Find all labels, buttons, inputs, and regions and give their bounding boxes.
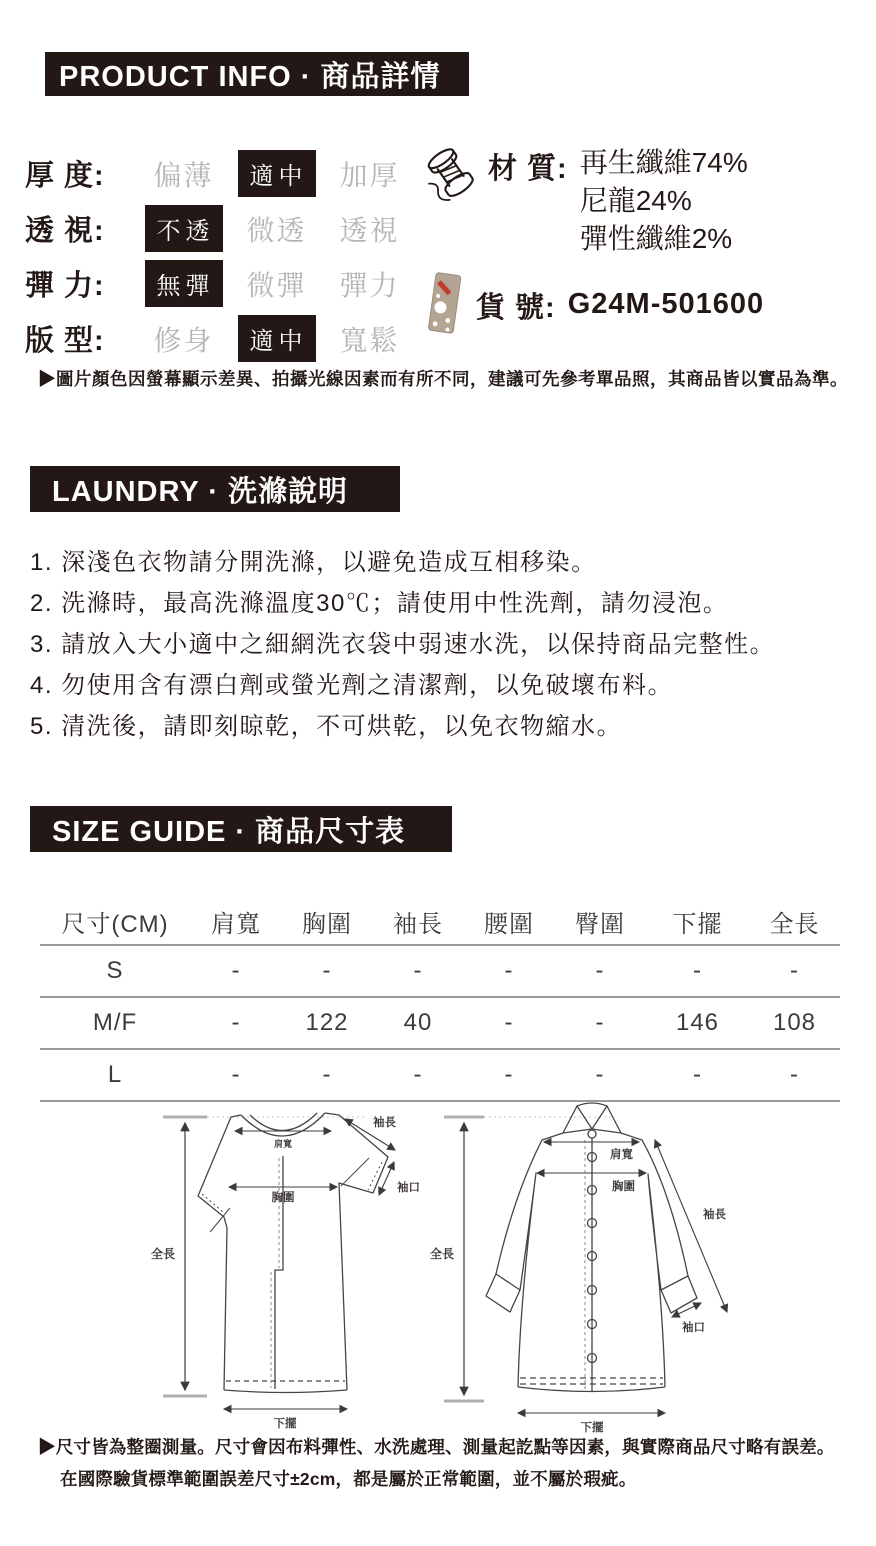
diagram-label-shoulder: 肩寬	[610, 1147, 633, 1161]
attribute-option-label: 適中	[238, 150, 316, 197]
value-cell: 40	[403, 1009, 433, 1036]
attribute-row-thickness	[25, 146, 416, 201]
diagram-label-total-length: 全長	[151, 1247, 176, 1261]
attribute-option-selected	[137, 205, 230, 252]
value-cell: -	[595, 957, 605, 984]
size-cell: M/F	[92, 1009, 138, 1036]
size-table-column-header: 腰圍	[484, 910, 534, 938]
size-table-column-header: 全長	[769, 910, 820, 938]
attribute-option-label: 微透	[246, 214, 307, 246]
attribute-option-selected	[137, 260, 230, 307]
attribute-option-label: 透視	[339, 214, 400, 246]
laundry-instruction-list	[30, 542, 775, 747]
attribute-option-label: 不透	[145, 205, 223, 252]
attribute-option-label: 寬鬆	[339, 324, 400, 356]
product-info-header-text: PRODUCT INFO · 商品詳情	[59, 60, 441, 93]
attribute-option-label: 微彈	[246, 269, 307, 301]
material-line: 尼龍24%	[579, 185, 692, 216]
value-cell: -	[693, 1061, 702, 1088]
size-table-row-s	[40, 946, 840, 996]
value-cell: -	[504, 1009, 514, 1036]
color-disclaimer-note: ▶圖片顏色因螢幕顯示差異、拍攝光線因素而有所不同，建議可先參考單品照，其商品皆以實品為準。	[38, 369, 848, 389]
attribute-option	[323, 319, 416, 359]
size-cell: S	[106, 957, 124, 984]
laundry-instruction: 3. 請放入大小適中之細網洗衣袋中弱速水洗，以保持商品完整性。	[30, 631, 776, 658]
size-table-row-l	[40, 1050, 840, 1100]
diagram-label-cuff: 袖口	[397, 1180, 420, 1194]
attribute-option	[323, 154, 416, 194]
size-table-column-header: 下擺	[672, 910, 723, 938]
size-cell: L	[107, 1061, 123, 1088]
size-table-column-header: 胸圍	[302, 910, 352, 938]
attribute-option-selected	[230, 150, 323, 197]
value-cell: -	[231, 957, 241, 984]
diagram-label-sleeve-length: 袖長	[373, 1115, 396, 1129]
value-cell: -	[693, 957, 702, 984]
measurement-arrows	[224, 1119, 395, 1409]
diagram-label-total-length: 全長	[430, 1247, 455, 1261]
measurement-disclaimer-line1: ▶尺寸皆為整圈測量。尺寸會因布料彈性、水洗處理、測量起訖點等因素，與實際商品尺寸略有誤差。	[38, 1437, 835, 1457]
material-values	[580, 144, 748, 258]
value-cell: 122	[305, 1009, 349, 1036]
laundry-instruction: 1. 深淺色衣物請分開洗滌，以避免造成互相移染。	[30, 549, 597, 576]
diagram-label-hem: 下擺	[273, 1416, 297, 1430]
attribute-option-selected	[230, 315, 323, 362]
clothing-tag-icon	[422, 270, 468, 338]
diagram-label-cuff: 袖口	[682, 1320, 705, 1334]
attribute-option-label: 加厚	[339, 159, 400, 191]
garment-outline	[198, 1113, 388, 1393]
size-table-column-header: 肩寬	[211, 910, 261, 938]
value-cell: -	[504, 957, 514, 984]
value-cell: 108	[772, 1009, 817, 1036]
laundry-header-text: LAUNDRY · 洗滌說明	[52, 475, 348, 508]
diagram-label-sleeve-length: 袖長	[703, 1207, 726, 1221]
value-cell: -	[413, 957, 423, 984]
value-cell: -	[231, 1061, 241, 1088]
item-number-row	[422, 270, 764, 338]
value-cell: 146	[675, 1009, 720, 1036]
attribute-option-label: 偏薄	[153, 159, 214, 191]
attribute-option	[230, 264, 323, 304]
attribute-label: 版 型:	[25, 325, 105, 357]
size-table-column-header: 袖長	[393, 910, 443, 938]
value-cell: -	[322, 957, 332, 984]
value-cell: -	[595, 1009, 605, 1036]
attribute-label: 透 視:	[25, 215, 105, 247]
size-guide-header	[30, 806, 452, 852]
laundry-instruction: 5. 清洗後，請即刻晾乾，不可烘乾，以免衣物縮水。	[30, 713, 623, 740]
attribute-row-fit	[25, 311, 416, 366]
attribute-row-elasticity	[25, 256, 416, 311]
diagram-label-chest: 胸圍	[271, 1190, 295, 1204]
size-table-row-mf	[40, 998, 840, 1048]
garment-outline	[486, 1103, 697, 1392]
material-line: 彈性纖維2%	[579, 223, 733, 254]
attribute-label: 彈 力:	[25, 270, 105, 302]
attribute-option	[323, 209, 416, 249]
attribute-option-label: 修身	[153, 324, 214, 356]
diagram-label-shoulder: 肩寬	[273, 1140, 293, 1150]
value-cell: -	[595, 1061, 605, 1088]
size-table	[40, 898, 840, 1102]
cuff-arrow	[379, 1162, 394, 1195]
material-label: 材 質:	[488, 153, 568, 185]
product-info-header	[45, 52, 469, 96]
size-guide-header-text: SIZE GUIDE · 商品尺寸表	[52, 815, 406, 848]
size-table-column-header: 臀圍	[575, 910, 625, 938]
material-line: 再生纖維74%	[579, 147, 748, 178]
laundry-instruction: 4. 勿使用含有漂白劑或螢光劑之清潔劑，以免破壞布料。	[30, 672, 674, 699]
attribute-option-label: 無彈	[145, 260, 223, 307]
value-cell: -	[322, 1061, 332, 1088]
material-row	[422, 144, 748, 258]
sleeve-length-arrow	[655, 1140, 727, 1312]
diagram-label-chest: 胸圍	[612, 1179, 635, 1193]
attribute-matrix	[25, 146, 416, 366]
diagram-label-hem: 下擺	[580, 1420, 604, 1434]
value-cell: -	[504, 1061, 514, 1088]
value-cell: -	[790, 957, 799, 984]
attribute-label: 厚 度:	[25, 160, 105, 192]
item-number-value: G24M-501600	[567, 287, 765, 320]
thread-spool-icon	[422, 144, 480, 202]
attribute-option	[137, 319, 230, 359]
measurement-diagram-short-sleeve-dress	[135, 1100, 430, 1435]
laundry-header	[30, 466, 400, 512]
measurement-disclaimer-line2: 在國際驗貨標準範圍誤差尺寸±2cm，都是屬於正常範圍，並不屬於瑕疵。	[60, 1469, 637, 1489]
value-cell: -	[790, 1061, 799, 1088]
laundry-instruction: 2. 洗滌時，最高洗滌溫度30℃；請使用中性洗劑，請勿浸泡。	[30, 590, 729, 617]
value-cell: -	[413, 1061, 423, 1088]
attribute-option-label: 適中	[238, 315, 316, 362]
attribute-option	[323, 264, 416, 304]
size-table-header-row	[40, 898, 840, 944]
item-number-label: 貨 號:	[476, 291, 556, 324]
size-table-column-header: 尺寸(CM)	[61, 910, 169, 938]
measurement-diagram-shirt-dress	[420, 1100, 745, 1435]
attribute-option-label: 彈力	[339, 269, 400, 301]
attribute-option	[137, 154, 230, 194]
attribute-row-transparency	[25, 201, 416, 256]
attribute-option	[230, 209, 323, 249]
value-cell: -	[231, 1009, 241, 1036]
